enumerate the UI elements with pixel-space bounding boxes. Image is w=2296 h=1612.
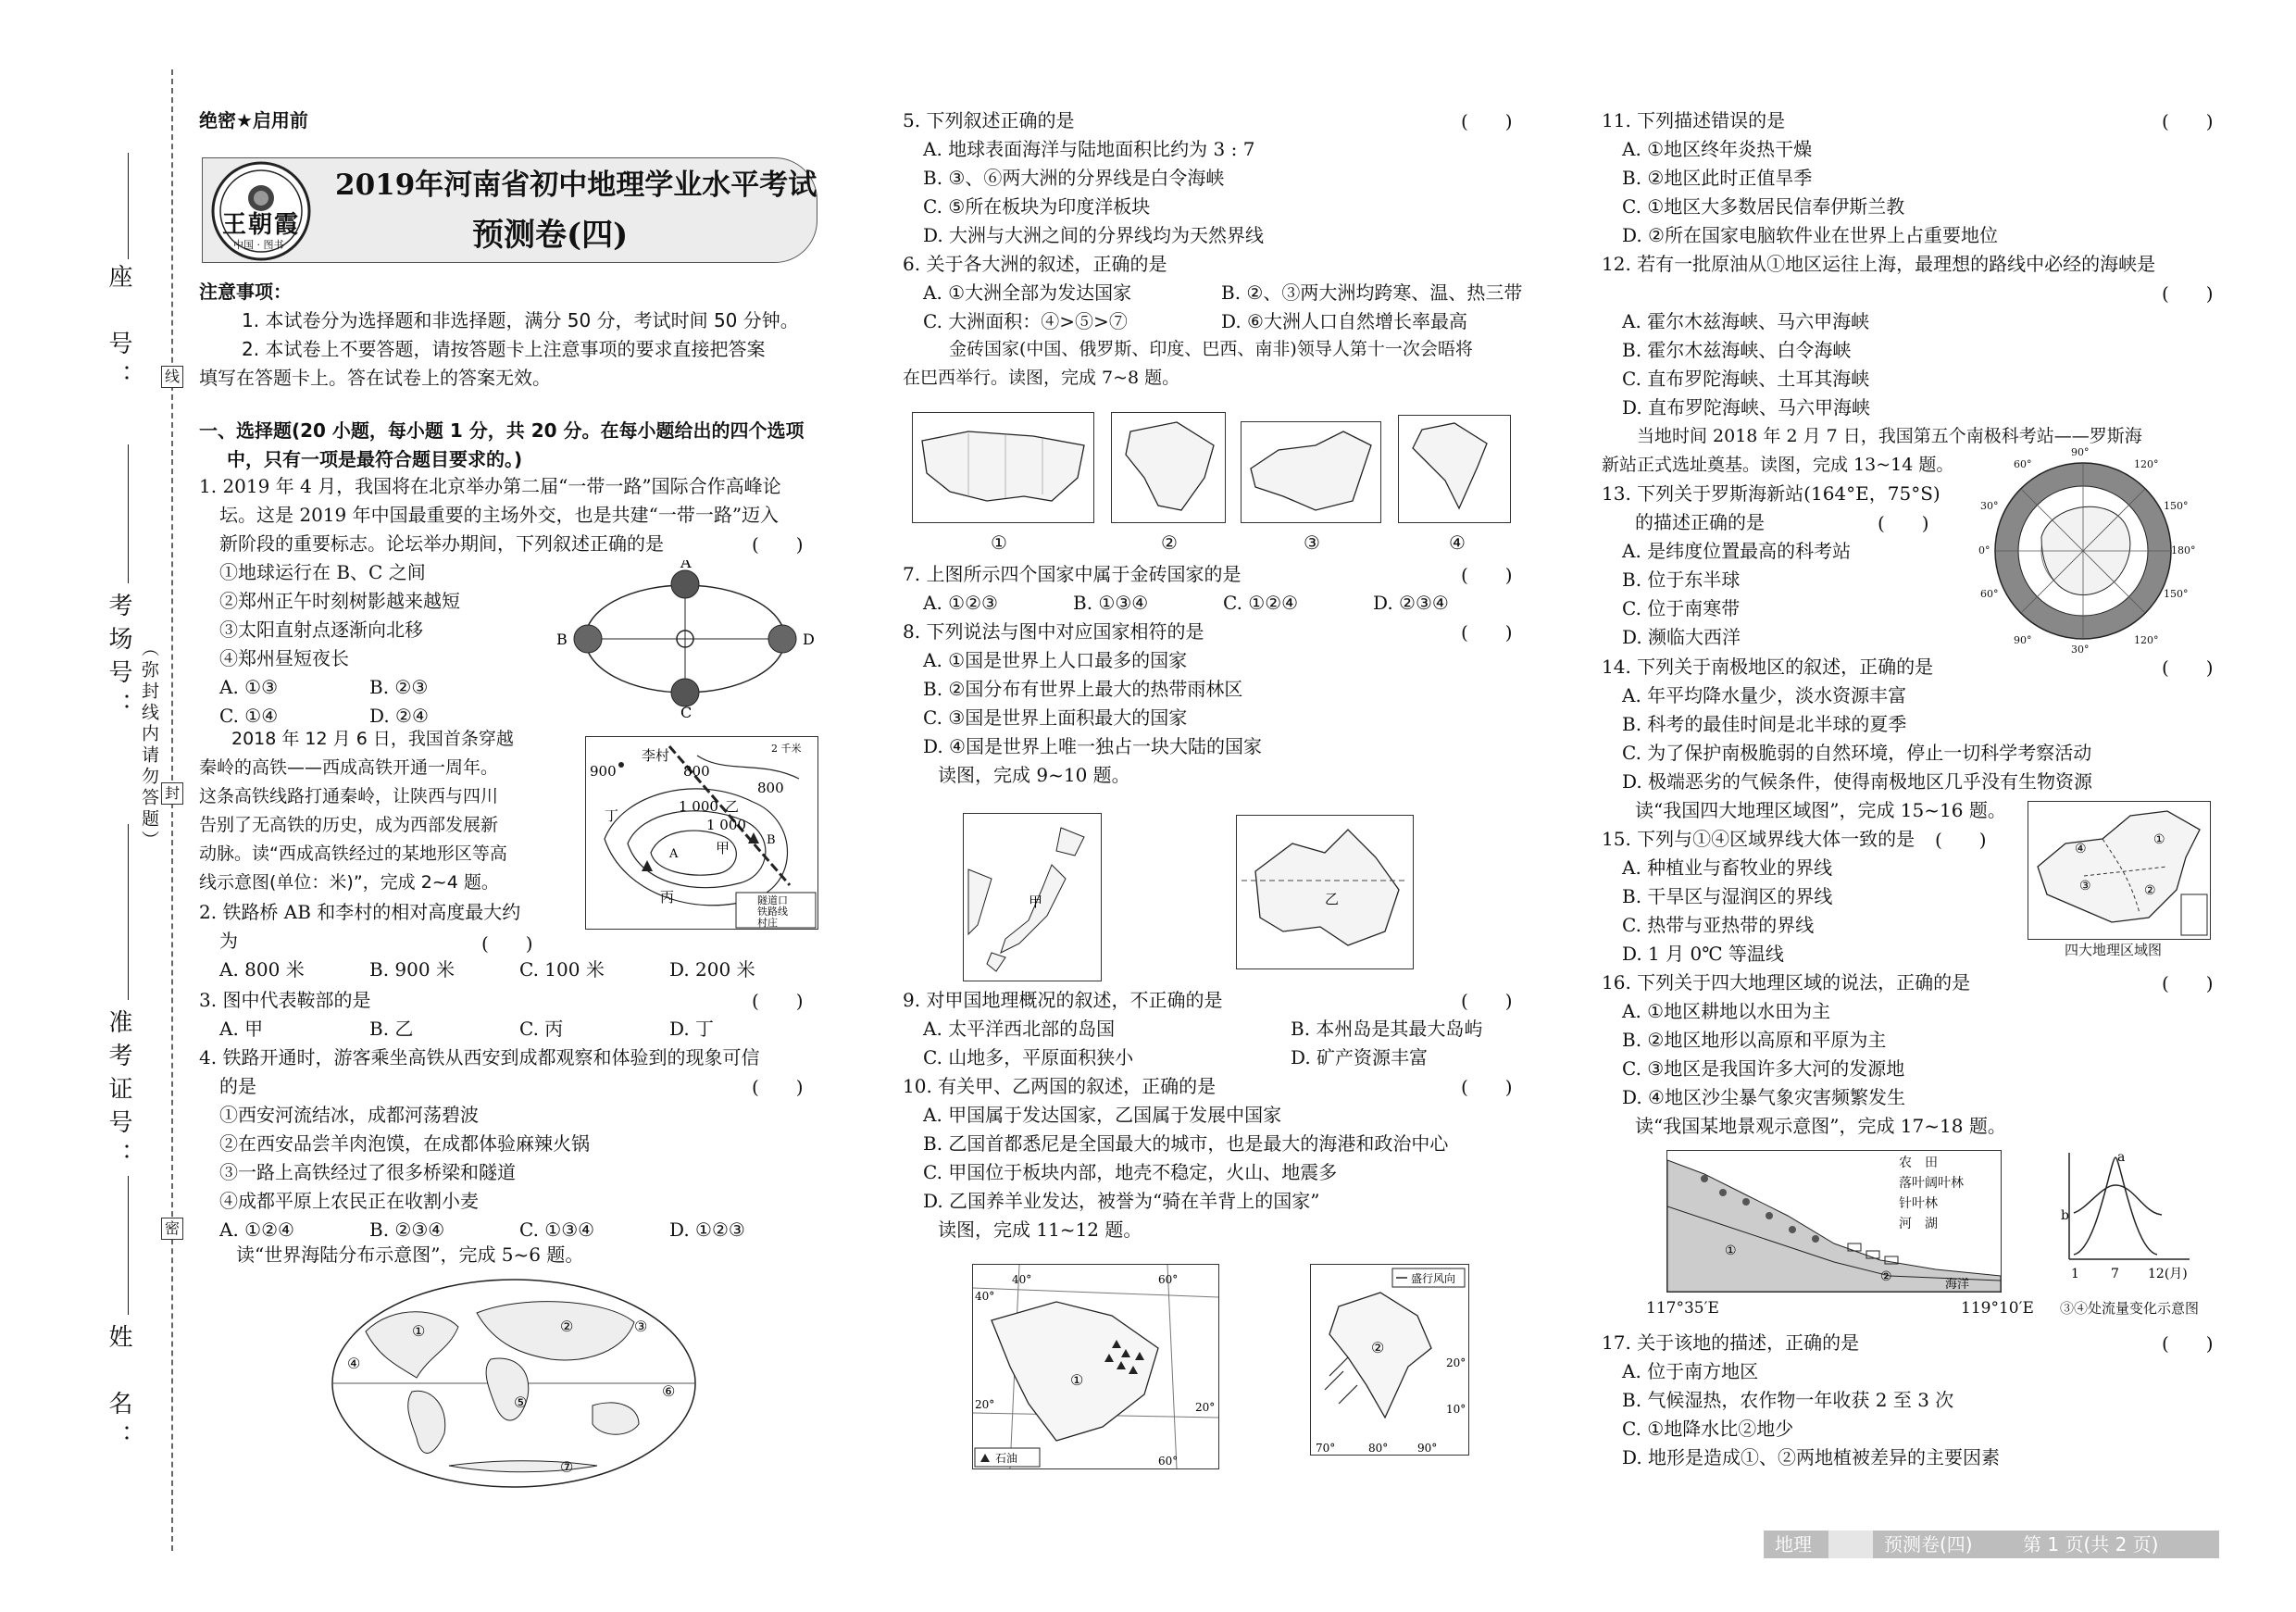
- q7-answer-paren[interactable]: ( ): [1461, 564, 1513, 586]
- continent-label: ④: [347, 1355, 361, 1372]
- intro-line: 当地时间 2018 年 2 月 7 日，我国第五个南极科考站——罗斯海: [1637, 426, 2142, 446]
- question-15: [1602, 825, 1915, 968]
- china-regions-map: [2028, 801, 2211, 963]
- flow-label: b: [2061, 1208, 2069, 1223]
- secret-label: 绝密★启用前: [199, 109, 308, 131]
- question-12: [1602, 250, 2155, 279]
- lon-label: 90°: [2071, 446, 2090, 458]
- contour-label: 800: [683, 763, 710, 780]
- warn-text: （弥封线内请勿答题）: [139, 639, 159, 852]
- intro-line: 这条高铁线路打通秦岭，让陕西与四川: [199, 786, 499, 806]
- ticket-field[interactable]: [128, 824, 129, 1000]
- continent-label: ⑥: [662, 1382, 676, 1400]
- q1-line: 1. 2019 年 4 月，我国将在北京举办第二届“一带一路”国际合作高峰论: [199, 475, 781, 497]
- q13-option-a[interactable]: A. 是纬度位置最高的科考站: [1622, 540, 1852, 562]
- q16-option-d[interactable]: D. ④地区沙尘暴气象灾害频繁发生: [1622, 1086, 1905, 1108]
- contour-label: 丁: [605, 807, 619, 824]
- q1-line: 坛。这是 2019 年中国最重要的主场外交，也是共建“一带一路”迈入: [219, 504, 780, 526]
- q6-option-a[interactable]: A. ①大洲全部为发达国家: [923, 281, 1132, 304]
- lat-label: 20°: [975, 1398, 995, 1411]
- footer-page: 第 1 页(共 2 页): [2023, 1533, 2159, 1556]
- q13-answer-paren[interactable]: ( ): [1878, 512, 1929, 534]
- flow-label: a: [2117, 1150, 2126, 1165]
- q10-option-c[interactable]: C. 甲国位于板块内部，地壳不稳定，火山、地震多: [923, 1161, 1338, 1183]
- question-10: [903, 1072, 1448, 1244]
- q7-options: [903, 589, 1523, 618]
- q8-option-a[interactable]: A. ①国是世界上人口最多的国家: [923, 649, 1188, 671]
- wind-legend: 盛行风向: [1411, 1272, 1456, 1285]
- q1-option-d[interactable]: D. ②④: [369, 705, 429, 727]
- peak-icon: [642, 860, 653, 871]
- q12-option-b[interactable]: B. 霍尔木兹海峡、白令海峡: [1622, 339, 1852, 361]
- question-11: [1602, 106, 1998, 250]
- q10-line: 10. 有关甲、乙两国的叙述，正确的是: [903, 1075, 1217, 1097]
- q11-option-d[interactable]: D. ②所在国家电脑软件业在世界上占重要地位: [1622, 224, 1998, 246]
- map-label-2: ②: [1371, 1339, 1385, 1356]
- room-field[interactable]: [128, 444, 129, 583]
- intro-7-8: [903, 335, 1473, 393]
- notes-block: [199, 278, 799, 393]
- q14-answer-paren[interactable]: ( ): [2162, 656, 2214, 679]
- q9-options-row: [903, 1015, 1482, 1043]
- map-label-1: ①: [1070, 1371, 1084, 1389]
- q7-option-b[interactable]: B. ①③④: [1073, 592, 1149, 614]
- lon-label: 120°: [2134, 634, 2159, 646]
- section-1-line-2: 中，只有一项是最符合题目要求的。): [227, 448, 523, 470]
- intro-line: 2018 年 12 月 6 日，我国首条穿越: [231, 729, 514, 749]
- q8-option-b[interactable]: B. ②国分布有世界上最大的热带雨林区: [923, 678, 1243, 700]
- map-label-jia: 甲: [1029, 893, 1043, 910]
- q1-item: ②郑州正午时刻树影越来越短: [219, 590, 460, 612]
- q11-answer-paren[interactable]: ( ): [2162, 110, 2214, 132]
- q14-option-a[interactable]: A. 年平均降水量少，淡水资源丰富: [1622, 684, 1907, 706]
- lon-label: 60°: [2014, 458, 2032, 470]
- q4-item: ④成都平原上农民正在收割小麦: [219, 1190, 479, 1212]
- q17-answer-paren[interactable]: ( ): [2162, 1332, 2214, 1355]
- lon-label: 90°: [1417, 1442, 1438, 1455]
- q15-option-c[interactable]: C. 热带与亚热带的界线: [1622, 914, 1815, 936]
- q17-line: 17. 关于该地的描述，正确的是: [1602, 1331, 1860, 1354]
- logo-text: 王朝霞: [222, 211, 301, 239]
- q11-line: 11. 下列描述错误的是: [1602, 109, 1786, 131]
- q14-option-d[interactable]: D. 极端恶劣的气候条件，使得南极地区几乎没有生物资源: [1622, 770, 2093, 793]
- q17-option-b[interactable]: B. 气候湿热，农作物一年收获 2 至 3 次: [1622, 1389, 1954, 1411]
- lat-label: 40°: [1012, 1273, 1032, 1286]
- contour-label: 乙: [725, 798, 740, 815]
- world-map: [329, 1276, 699, 1491]
- question-9: [903, 986, 1482, 1072]
- question-16: [1602, 968, 2006, 1141]
- q9-option-b[interactable]: B. 本州岛是其最大岛屿: [1291, 1018, 1483, 1040]
- flow-label: 1: [2071, 1267, 2079, 1281]
- flow-caption: ③④处流量变化示意图: [2060, 1300, 2200, 1317]
- intro-2-4: [199, 725, 514, 897]
- scale-label: 2 千米: [771, 743, 802, 755]
- orbit-label-a: A: [680, 560, 692, 571]
- intro-line: 在巴西举行。读图，完成 7~8 题。: [903, 368, 1180, 388]
- legend-label: 隧道口: [757, 894, 788, 906]
- q11-option-c[interactable]: C. ①地区大多数居民信奉伊斯兰教: [1622, 195, 1905, 218]
- contour-label: 李村: [642, 747, 670, 764]
- lat-label: 20°: [1446, 1356, 1466, 1369]
- q12-option-c[interactable]: C. 直布罗陀海峡、土耳其海峡: [1622, 368, 1870, 390]
- landscape-diagram: [1666, 1150, 2002, 1293]
- continent-label: ①: [412, 1322, 426, 1340]
- q9-line: 9. 对甲国地理概况的叙述，不正确的是: [903, 989, 1223, 1011]
- contour-label: B: [767, 833, 776, 847]
- q4-option-b[interactable]: B. ②③④: [369, 1218, 445, 1241]
- q6-options-row: [903, 307, 1522, 336]
- lon-label: 150°: [2164, 500, 2189, 512]
- read-9-10: 读图，完成 9~10 题。: [938, 764, 1130, 786]
- earth-c-icon: [671, 679, 699, 706]
- q3-answer-paren[interactable]: ( ): [752, 990, 804, 1012]
- landscape-label: ②: [1880, 1269, 1892, 1284]
- seal-line: [171, 69, 173, 1551]
- q1-line: 新阶段的重要标志。论坛举办期间，下列叙述正确的是: [219, 532, 664, 555]
- q4-options: [199, 1216, 819, 1244]
- intro-line: 秦岭的高铁——西成高铁开通一周年。: [199, 757, 499, 778]
- china-map-caption: 四大地理区域图: [2065, 942, 2163, 958]
- seat-label: 座 号：: [105, 264, 132, 397]
- footer-subject: 地理: [1775, 1533, 1812, 1556]
- q2-option-d[interactable]: D. 200 米: [669, 958, 755, 981]
- q6-option-b[interactable]: B. ②、③两大洲均跨寒、温、热三带: [1221, 281, 1523, 304]
- q11-option-b[interactable]: B. ②地区此时正值旱季: [1622, 167, 1813, 189]
- region-label: ①: [2153, 832, 2165, 847]
- q8-line: 8. 下列说法与图中对应国家相符的是: [903, 620, 1204, 643]
- q2-line: 2. 铁路桥 AB 和李村的相对高度最大约: [199, 901, 521, 923]
- contour-label: 1 000: [706, 817, 746, 833]
- q11-option-a[interactable]: A. ①地区终年炎热干燥: [1622, 138, 1813, 160]
- lon-label: 30°: [2071, 644, 2090, 656]
- q3-option-c[interactable]: C. 丙: [519, 1018, 564, 1040]
- seal-mark-secret: 密: [161, 1218, 183, 1240]
- antarctica-map: [1978, 446, 2196, 656]
- question-4: [199, 1043, 819, 1244]
- section-1-line-1: 一、选择题(20 小题，每小题 1 分，共 20 分。在每小题给出的四个选项: [199, 419, 805, 442]
- q6-options-row: [903, 279, 1522, 307]
- q16-option-b[interactable]: B. ②地区地形以高原和平原为主: [1622, 1029, 1887, 1051]
- earth-orbit-diagram: [551, 560, 819, 718]
- q9-option-a[interactable]: A. 太平洋西北部的岛国: [923, 1018, 1116, 1040]
- question-17: [1602, 1329, 2000, 1472]
- q9-option-d[interactable]: D. 矿产资源丰富: [1291, 1046, 1429, 1068]
- q15-option-b[interactable]: B. 干旱区与湿润区的界线: [1622, 885, 1833, 907]
- region-label: ②: [2144, 883, 2156, 898]
- q1-answer-paren[interactable]: ( ): [752, 533, 804, 556]
- map-label-yi: 乙: [1325, 891, 1340, 907]
- legend-label: 村庄: [757, 917, 778, 929]
- q2-option-b[interactable]: B. 900 米: [369, 958, 455, 981]
- orbit-label-c: C: [680, 704, 693, 718]
- q14-option-b[interactable]: B. 科考的最佳时间是北半球的夏季: [1622, 713, 1907, 735]
- q2-line: 为: [219, 930, 238, 952]
- question-12-options: [1602, 307, 1870, 422]
- note-1: 1. 本试卷分为选择题和非选择题，满分 50 分，考试时间 50 分钟。: [242, 309, 799, 331]
- legend-label: 铁路线: [757, 906, 788, 918]
- footer-divider: [1828, 1531, 1873, 1558]
- read-15-16: 读“我国四大地理区域图”，完成 15~16 题。: [1635, 799, 2006, 821]
- country-label-3: ③: [1304, 531, 1320, 554]
- landscape-label: ①: [1725, 1243, 1737, 1258]
- q3-option-a[interactable]: A. 甲: [219, 1018, 264, 1040]
- q15-option-d[interactable]: D. 1 月 0℃ 等温线: [1622, 943, 1784, 965]
- q2-option-c[interactable]: C. 100 米: [519, 958, 605, 981]
- country-map-china: [1241, 421, 1381, 523]
- country-label-4: ④: [1449, 531, 1466, 554]
- q17-option-a[interactable]: A. 位于南方地区: [1622, 1360, 1759, 1382]
- continent-label: ⑤: [514, 1393, 528, 1411]
- q5-answer-paren[interactable]: ( ): [1461, 110, 1513, 132]
- intro-line: 新站正式选址奠基。读图，完成 13~14 题。: [1602, 455, 1954, 475]
- q7-option-a[interactable]: A. ①②③: [923, 592, 998, 614]
- lon-label: 90°: [2014, 634, 2032, 646]
- legend-label: 石油: [995, 1452, 1018, 1465]
- flow-label: 7: [2111, 1267, 2119, 1281]
- intro-line: 金砖国家(中国、俄罗斯、印度、巴西、南非)领导人第十一次会晤将: [949, 339, 1473, 359]
- lon-label: 60°: [1158, 1273, 1179, 1286]
- q4-answer-paren[interactable]: ( ): [752, 1076, 804, 1098]
- flow-chart: [2060, 1148, 2203, 1287]
- lon-label: 70°: [1316, 1442, 1336, 1455]
- note-3: 填写在答题卡上。答在试卷上的答案无效。: [199, 367, 551, 389]
- intro-line: 线示意图(单位：米)”，完成 2~4 题。: [199, 872, 499, 893]
- australia-map: [1236, 815, 1414, 969]
- q7-line: 7. 上图所示四个国家中属于金砖国家的是: [903, 563, 1242, 585]
- q2-answer-paren[interactable]: ( ): [481, 932, 533, 955]
- landscape-label: 海洋: [1945, 1278, 1970, 1292]
- q3-option-d[interactable]: D. 丁: [669, 1018, 715, 1040]
- japan-map: [963, 813, 1102, 981]
- earth-a-icon: [671, 570, 699, 598]
- q6-option-d[interactable]: D. ⑥大洲人口自然增长率最高: [1221, 310, 1467, 332]
- q3-line: 3. 图中代表鞍部的是: [199, 989, 371, 1011]
- flow-label: 12(月): [2148, 1267, 2188, 1281]
- lat-label: 20°: [1195, 1401, 1216, 1414]
- q1-option-b[interactable]: B. ②③: [369, 676, 429, 698]
- q4-item: ②在西安品尝羊肉泡馍，在成都体验麻辣火锅: [219, 1132, 590, 1155]
- q16-answer-paren[interactable]: ( ): [2162, 972, 2214, 994]
- q5-option-d[interactable]: D. 大洲与大洲之间的分界线均为天然界线: [923, 224, 1265, 246]
- q4-option-a[interactable]: A. ①②④: [219, 1218, 294, 1241]
- q7-option-c[interactable]: C. ①②④: [1223, 592, 1299, 614]
- q15-answer-paren[interactable]: ( ): [1935, 829, 1987, 851]
- logo-small-text: 中国 · 图书: [233, 239, 284, 251]
- q1-item: ③太阳直射点逐渐向北移: [219, 619, 423, 641]
- q16-option-c[interactable]: C. ③地区是我国许多大河的发源地: [1622, 1057, 1905, 1080]
- continent-label: ③: [634, 1318, 648, 1335]
- q13-line: 13. 下列关于罗斯海新站(164°E，75°S): [1602, 482, 1940, 505]
- question-8: [903, 618, 1262, 790]
- q1-option-a[interactable]: A. ①③: [219, 676, 279, 698]
- intro-line: 动脉。读“西成高铁经过的某地形区等高: [199, 843, 507, 864]
- lon-left-label: 117°35′E: [1646, 1299, 1719, 1318]
- earth-d-icon: [768, 625, 796, 653]
- q16-option-a[interactable]: A. ①地区耕地以水田为主: [1622, 1000, 1831, 1022]
- q12-option-d[interactable]: D. 直布罗陀海峡、马六甲海峡: [1622, 396, 1871, 419]
- question-5: [903, 106, 1264, 250]
- q6-option-c[interactable]: C. 大洲面积：④>⑤>⑦: [923, 310, 1128, 332]
- country-map-india: [1398, 415, 1511, 523]
- country-map-usa: [912, 412, 1094, 523]
- q10-option-b[interactable]: B. 乙国首都悉尼是全国最大的城市，也是最大的海港和政治中心: [923, 1132, 1449, 1155]
- contour-label: 甲: [716, 840, 730, 856]
- q1-item: ④郑州昼短夜长: [219, 647, 349, 669]
- q12-line: 12. 若有一批原油从①地区运往上海，最理想的路线中必经的海峡是: [1602, 253, 2156, 275]
- q13-line: 的描述正确的是: [1635, 511, 1765, 533]
- q3-options: [199, 1015, 819, 1043]
- earth-b-icon: [574, 625, 602, 653]
- lon-label: 60°: [1980, 588, 1999, 600]
- q10-option-d[interactable]: D. 乙国养羊业发达，被誉为“骑在羊背上的国家”: [923, 1190, 1320, 1212]
- q4-option-c[interactable]: C. ①③④: [519, 1218, 595, 1241]
- region-label: ④: [2075, 842, 2087, 856]
- lon-label: 180°: [2171, 544, 2196, 556]
- contour-label: A: [669, 847, 679, 861]
- q15-option-a[interactable]: A. 种植业与畜牧业的界线: [1622, 856, 1833, 879]
- page-footer: [1764, 1531, 2219, 1558]
- lon-right-label: 119°10′E: [1961, 1299, 2034, 1318]
- q13-option-d[interactable]: D. 濒临大西洋: [1622, 626, 1741, 648]
- q12-option-a[interactable]: A. 霍尔木兹海峡、马六甲海峡: [1622, 310, 1870, 332]
- q14-line: 14. 下列关于南极地区的叙述，正确的是: [1602, 656, 1934, 678]
- legend-farmland: 农 田: [1899, 1156, 1938, 1170]
- q16-line: 16. 下列关于四大地理区域的说法，正确的是: [1602, 971, 1971, 993]
- lon-label: 0°: [1978, 544, 1990, 556]
- q4-option-d[interactable]: D. ①②③: [669, 1218, 745, 1241]
- q8-option-d[interactable]: D. ④国是世界上唯一独占一块大陆的国家: [923, 735, 1262, 757]
- q10-option-a[interactable]: A. 甲国属于发达国家，乙国属于发展中国家: [923, 1104, 1282, 1126]
- q14-option-c[interactable]: C. 为了保护南极脆弱的自然环境，停止一切科学考察活动: [1622, 742, 2092, 764]
- q1-item: ①地球运行在 B、C 之间: [219, 561, 426, 583]
- continent-label: ②: [560, 1318, 574, 1335]
- contour-label: 800: [757, 780, 784, 796]
- lon-label: 150°: [2164, 588, 2189, 600]
- lon-label: 80°: [1368, 1442, 1389, 1455]
- q1-option-c[interactable]: C. ①④: [219, 705, 279, 727]
- q5-line: 5. 下列叙述正确的是: [903, 109, 1075, 131]
- country-map-brazil: [1111, 412, 1226, 523]
- q13-option-c[interactable]: C. 位于南寒带: [1622, 597, 1741, 619]
- read-17-18: 读“我国某地景观示意图”，完成 17~18 题。: [1635, 1115, 2006, 1137]
- q4-line: 的是: [219, 1075, 256, 1097]
- q5-option-b[interactable]: B. ③、⑥两大洲的分界线是白令海峡: [923, 167, 1225, 189]
- ticket-label: 准考证号：: [105, 1009, 132, 1176]
- country-label-1: ①: [991, 531, 1007, 554]
- lon-label: 60°: [1158, 1455, 1179, 1468]
- q3-option-b[interactable]: B. 乙: [369, 1018, 414, 1040]
- intro-line: 告别了无高铁的历史，成为西部发展新: [199, 815, 499, 835]
- q15-line: 15. 下列与①④区域界线大体一致的是: [1602, 828, 1915, 850]
- legend-deciduous: 落叶阔叶林: [1899, 1176, 1964, 1191]
- contour-label: 1 000: [679, 798, 718, 815]
- q4-item: ①西安河流结冰，成都河荡碧波: [219, 1104, 479, 1126]
- q17-option-c[interactable]: C. ①地降水比②地少: [1622, 1418, 1794, 1440]
- q2-options: [199, 956, 819, 984]
- legend-conifer: 针叶林: [1899, 1196, 1938, 1211]
- question-13: [1602, 480, 1940, 652]
- lat-label: 40°: [975, 1290, 995, 1303]
- read-11-12: 读图，完成 11~12 题。: [938, 1218, 1142, 1241]
- section-1-title: [199, 417, 805, 474]
- orbit-label-b: B: [556, 631, 568, 648]
- q9-options-row: [903, 1043, 1482, 1072]
- middle-east-map: [972, 1264, 1219, 1469]
- seat-field[interactable]: [128, 153, 129, 259]
- region-label: ③: [2079, 879, 2091, 893]
- q7-option-d[interactable]: D. ②③④: [1373, 592, 1449, 614]
- q13-option-b[interactable]: B. 位于东半球: [1622, 569, 1741, 591]
- village-icon: [618, 762, 624, 768]
- contour-label: 900: [590, 763, 617, 780]
- question-3: [199, 986, 819, 1043]
- footer-exam: 预测卷(四): [1884, 1533, 1973, 1556]
- india-map: [1310, 1264, 1469, 1456]
- question-14: [1602, 653, 2092, 825]
- read-5-6: 读“世界海陆分布示意图”，完成 5~6 题。: [236, 1243, 584, 1266]
- q5-option-a[interactable]: A. 地球表面海洋与陆地面积比约为 3 : 7: [923, 138, 1255, 160]
- lat-label: 10°: [1446, 1403, 1466, 1416]
- exam-title: 2019年河南省初中地理学业水平考试: [335, 169, 817, 202]
- question-7: [903, 560, 1523, 618]
- landscape-legend: [1878, 1153, 1964, 1234]
- seal-mark-line: 线: [161, 366, 183, 388]
- contour-label: 丙: [660, 889, 675, 906]
- question-6: [903, 250, 1522, 336]
- q9-answer-paren[interactable]: ( ): [1461, 990, 1513, 1012]
- q12-answer-paren[interactable]: ( ): [2162, 282, 2214, 305]
- seal-mark-seal: 封: [161, 782, 183, 805]
- q4-line: 4. 铁路开通时，游客乘坐高铁从西安到成都观察和体验到的现象可信: [199, 1046, 760, 1068]
- lon-label: 30°: [1980, 500, 1999, 512]
- q10-answer-paren[interactable]: ( ): [1461, 1076, 1513, 1098]
- name-label: 姓 名：: [105, 1324, 132, 1457]
- q4-item: ③一路上高铁经过了很多桥梁和隧道: [219, 1161, 516, 1183]
- q5-option-c[interactable]: C. ⑤所在板块为印度洋板块: [923, 195, 1151, 218]
- name-field[interactable]: [128, 1176, 129, 1315]
- room-label: 考场号：: [105, 593, 132, 726]
- legend-river: 河 湖: [1899, 1217, 1938, 1231]
- q2-option-a[interactable]: A. 800 米: [219, 958, 305, 981]
- note-2: 2. 本试卷上不要答题，请按答题卡上注意事项的要求直接把答案: [242, 338, 766, 360]
- lon-label: 120°: [2134, 458, 2159, 470]
- notes-title: 注意事项：: [199, 281, 292, 303]
- q8-answer-paren[interactable]: ( ): [1461, 621, 1513, 644]
- q8-option-c[interactable]: C. ③国是世界上面积最大的国家: [923, 706, 1188, 729]
- exam-subtitle: 预测卷(四): [472, 217, 629, 254]
- country-label-2: ②: [1161, 531, 1178, 554]
- continent-label: ⑦: [560, 1458, 574, 1476]
- orbit-label-d: D: [803, 631, 815, 648]
- q17-option-d[interactable]: D. 地形是造成①、②两地植被差异的主要因素: [1622, 1446, 2001, 1468]
- q6-line: 6. 关于各大洲的叙述，正确的是: [903, 253, 1167, 275]
- q9-option-c[interactable]: C. 山地多，平原面积狭小: [923, 1046, 1134, 1068]
